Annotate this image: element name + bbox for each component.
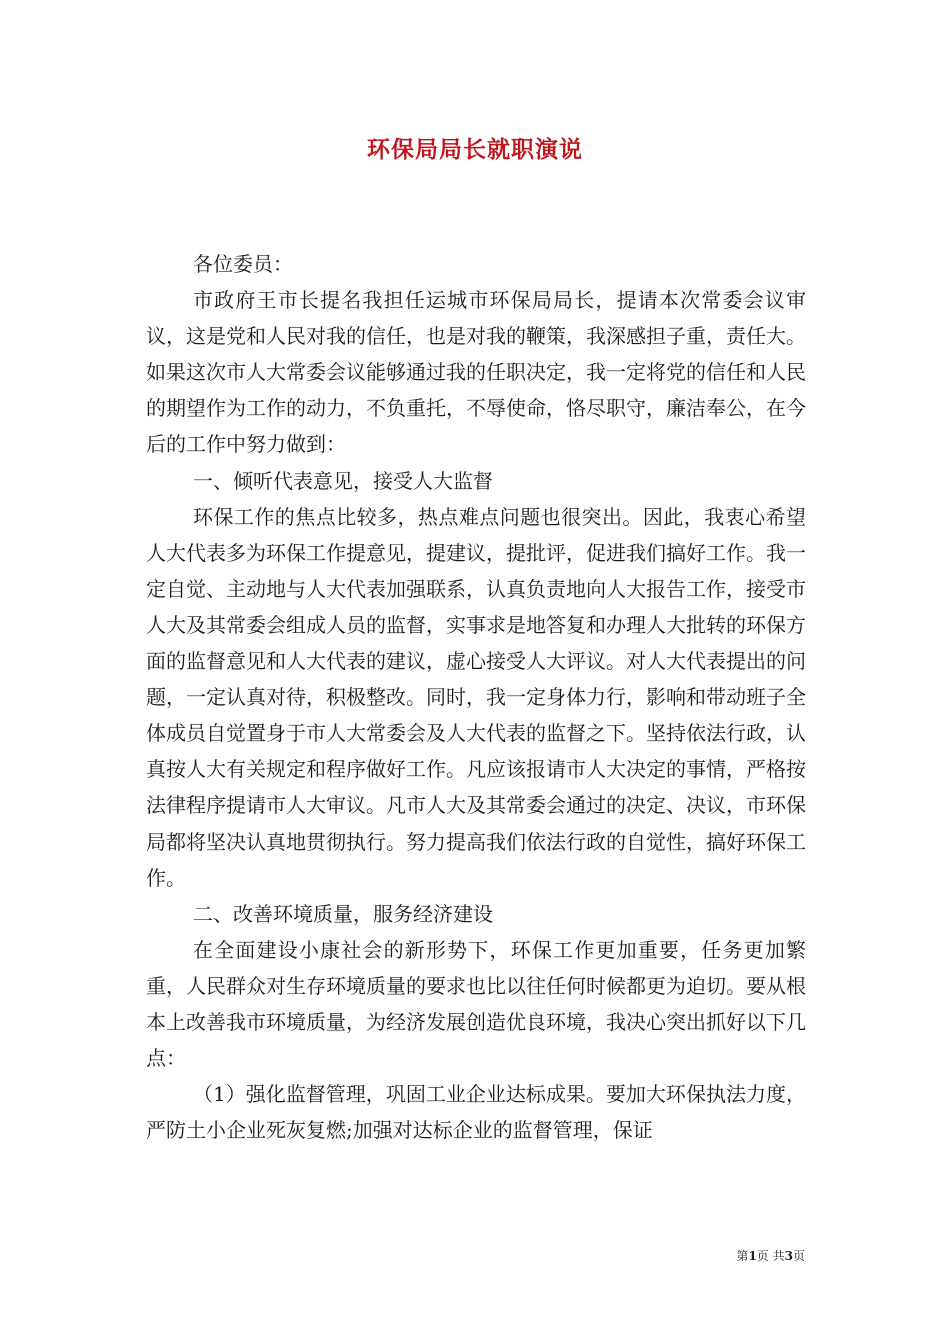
paragraph-section-1: 环保工作的焦点比较多，热点难点问题也很突出。因此，我衷心希望人大代表多为环保工作提意见，提建议，提批评，促进我们搞好工作。我一定自觉、主动地与人大代表加强联系，认真负责地向人大报告工作，接受市人大及其常委会组成人员的监督，实事求是地答复和办理人大批转的环保方面的监督意见和人大代表的建议，虚心接受人大评议。对人大代表提出的问题，一定认真对待，积极整改。同时，我一定身体力行，影响和带动班子全体成员自觉置身于市人大常委会及人大代表的监督之下。坚持依法行政，认真按人大有关规定和程序做好工作。凡应该报请市人大决定的事情，严格按法律程序提请市人大审议。凡市人大及其常委会通过的决定、决议，市环保局都将坚决认真地贯彻执行。努力提高我们依法行政的自觉性，搞好环保工作。 (146, 504, 806, 890)
document-title: 环保局局长就职演说 (367, 136, 583, 163)
section-heading-2: 二、改善环境质量，服务经济建设 (193, 901, 493, 926)
footer-suffix: 页 (792, 1249, 805, 1263)
paragraph-item-1: （1）强化监督管理，巩固工业企业达标成果。要加大环保执法力度，严防土小企业死灰复燃;加强对达标企业的监督管理，保证 (146, 1082, 806, 1143)
paragraph-intro: 市政府王市长提名我担任运城市环保局局长，提请本次常委会议审议，这是党和人民对我的信任，也是对我的鞭策，我深感担子重，责任大。如果这次市人大常委会议能够通过我的任职决定，我一定将党的信任和人民的期望作为工作的动力，不负重托，不辱使命，恪尽职守，廉洁奉公，在今后的工作中努力做到： (146, 288, 806, 457)
salutation: 各位委员： (193, 252, 293, 276)
document-body (146, 246, 806, 1148)
footer-current-page: 1 (748, 1249, 757, 1263)
footer-total-pages: 3 (784, 1249, 793, 1263)
page-footer (0, 1248, 805, 1264)
paragraph-section-2: 在全面建设小康社会的新形势下，环保工作更加重要，任务更加繁重，人民群众对生存环境质量的要求也比以往任何时候都更为迫切。要从根本上改善我市环境质量，为经济发展创造优良环境，我决心突出抓好以下几点： (146, 937, 806, 1071)
footer-middle: 页 共 (756, 1249, 785, 1263)
section-heading-1: 一、倾听代表意见，接受人大监督 (193, 468, 493, 493)
footer-prefix: 第 (736, 1249, 749, 1263)
